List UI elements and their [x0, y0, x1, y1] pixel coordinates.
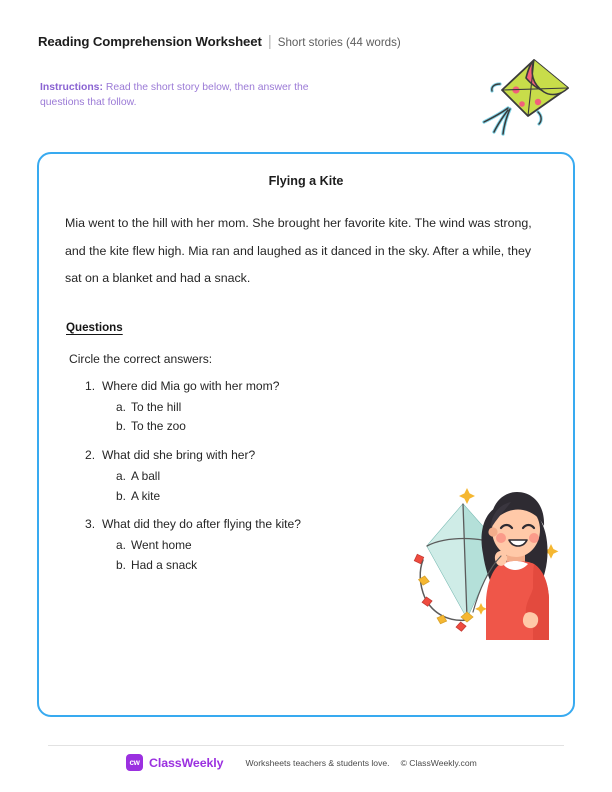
- page-subtitle: Short stories (44 words): [277, 36, 401, 49]
- option-item[interactable]: [116, 536, 573, 555]
- instructions-block: [40, 80, 340, 111]
- question-text: What did they do after flying the kite?: [102, 516, 301, 531]
- question-number: 3.: [85, 516, 96, 531]
- question-text: What did she bring with her?: [102, 447, 256, 462]
- question-item: [39, 515, 573, 575]
- question-line: [85, 446, 573, 466]
- footer-copyright: © ClassWeekly.com: [400, 757, 477, 768]
- question-item: [39, 446, 573, 506]
- brand-name: ClassWeekly: [149, 755, 224, 770]
- option-text: To the hill: [131, 400, 182, 415]
- page-header: [38, 33, 578, 50]
- footer-divider: [48, 745, 564, 746]
- option-letter: a.: [116, 400, 126, 415]
- option-text: A kite: [131, 488, 161, 503]
- option-text: A ball: [131, 469, 161, 484]
- title-separator: |: [267, 33, 272, 50]
- question-number: 1.: [85, 378, 96, 393]
- option-letter: a.: [116, 538, 126, 553]
- kite-icon: [472, 52, 582, 142]
- instructions-label: Instructions:: [40, 82, 103, 93]
- option-item[interactable]: [116, 417, 573, 436]
- question-item: [39, 377, 573, 437]
- option-letter: b.: [116, 419, 126, 434]
- page-title: Reading Comprehension Worksheet: [38, 34, 262, 49]
- story-paragraph: Mia went to the hill with her mom. She brought her favorite kite. The wind was strong, and the kite flew high. Mia ran and laughed as it danced in the sky. After a while, they sat on a blanket and had a snack.: [65, 216, 532, 286]
- questions-heading: Questions: [66, 320, 123, 334]
- questions-prompt: Circle the correct answers:: [69, 351, 213, 366]
- title-row: [38, 33, 578, 50]
- question-number: 2.: [85, 447, 96, 462]
- story-card: [37, 152, 575, 717]
- option-letter: b.: [116, 488, 126, 503]
- story-title: Flying a Kite: [268, 174, 344, 188]
- option-list: [39, 467, 573, 506]
- option-text: Went home: [131, 538, 192, 553]
- instructions-text: Read the short story below, then answer the questions that follow.: [40, 82, 309, 109]
- page-footer: [48, 754, 564, 771]
- question-text: Where did Mia go with her mom?: [102, 378, 280, 393]
- brand-logo[interactable]: [126, 754, 223, 771]
- option-list: [39, 398, 573, 437]
- option-list: [39, 536, 573, 575]
- option-item[interactable]: [116, 467, 573, 486]
- footer-tagline: Worksheets teachers & students love.: [245, 757, 390, 768]
- option-item[interactable]: [116, 556, 573, 575]
- questions-list: [39, 377, 573, 575]
- question-line: [85, 377, 573, 397]
- option-letter: b.: [116, 557, 126, 572]
- option-text: To the zoo: [131, 419, 186, 434]
- question-line: [85, 515, 573, 535]
- option-item[interactable]: [116, 398, 573, 417]
- classweekly-badge-icon: cw: [126, 754, 143, 771]
- option-item[interactable]: [116, 487, 573, 506]
- option-letter: a.: [116, 469, 126, 484]
- option-text: Had a snack: [131, 557, 198, 572]
